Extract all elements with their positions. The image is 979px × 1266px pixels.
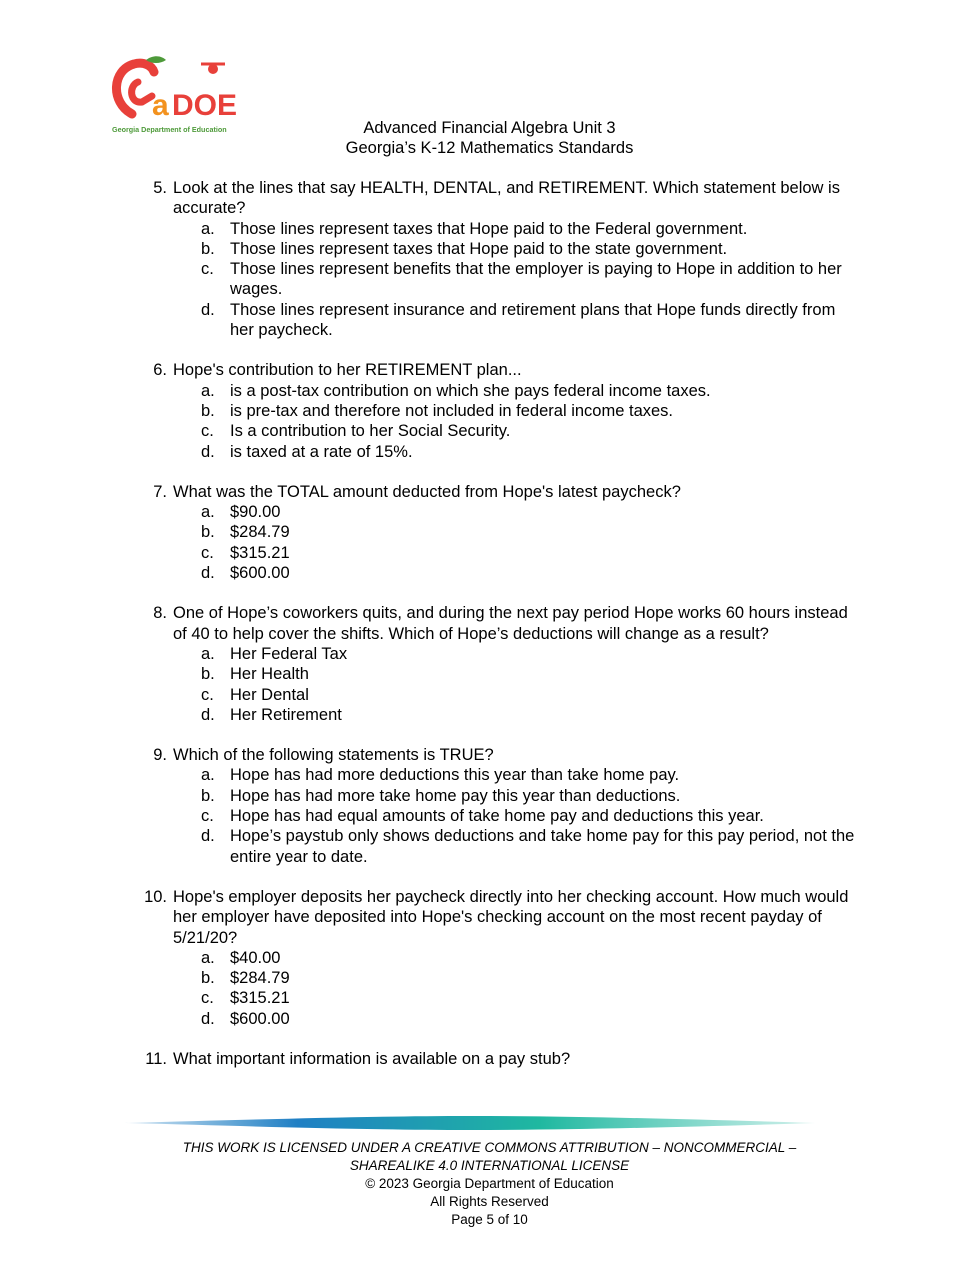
option-letter: c. — [201, 807, 214, 826]
option-letter: d. — [201, 1009, 215, 1028]
page-footer — [0, 1139, 979, 1229]
option-letter: b. — [201, 523, 215, 542]
question-text: What was the TOTAL amount deducted from Hope's latest paycheck? — [173, 482, 681, 501]
option-text: $600.00 — [230, 564, 290, 583]
answer-option — [173, 401, 860, 421]
question-text: Which of the following statements is TRUE? — [173, 746, 494, 765]
answer-option — [173, 806, 860, 826]
option-letter: b. — [201, 665, 215, 684]
answer-option — [173, 421, 860, 441]
option-text: Her Retirement — [230, 705, 342, 724]
license-line-1: THIS WORK IS LICENSED UNDER A CREATIVE COMMONS ATTRIBUTION – NONCOMMERCIAL – — [182, 1140, 797, 1155]
option-letter: b. — [201, 401, 215, 420]
answer-option — [173, 826, 860, 867]
question-item — [140, 745, 860, 867]
answer-option — [173, 765, 860, 785]
answer-option — [173, 381, 860, 401]
answer-option — [173, 786, 860, 806]
question-item — [140, 887, 860, 1029]
option-text: Her Health — [230, 665, 309, 684]
option-letter: a. — [201, 381, 215, 400]
option-text: is taxed at a rate of 15%. — [230, 442, 413, 461]
answer-option — [173, 522, 860, 542]
header-subtitle: Georgia’s K-12 Mathematics Standards — [345, 139, 634, 157]
svg-text:DOE: DOE — [172, 89, 238, 122]
answer-option — [173, 705, 860, 725]
option-text: $40.00 — [230, 948, 281, 967]
question-text: Hope's contribution to her RETIREMENT plan... — [173, 361, 522, 380]
option-text: Is a contribution to her Social Security. — [230, 422, 511, 441]
page-number: Page 5 of 10 — [451, 1212, 528, 1227]
footer-divider — [125, 1114, 815, 1132]
option-text: $284.79 — [230, 523, 290, 542]
option-letter: a. — [201, 503, 215, 522]
option-text: is pre-tax and therefore not included in federal income taxes. — [230, 401, 674, 420]
option-text: Those lines represent benefits that the employer is paying to Hope in addition to her wages. — [230, 260, 842, 299]
answer-option — [173, 442, 860, 462]
option-text: $600.00 — [230, 1009, 290, 1028]
option-letter: c. — [201, 685, 214, 704]
question-number: 8. — [153, 604, 167, 623]
answer-options — [173, 502, 860, 583]
question-text: Hope's employer deposits her paycheck directly into her checking account. How much would her employer have deposited into Hope's checking account on the most recent payday of 5/21/20? — [173, 887, 849, 947]
option-text: Hope’s paystub only shows deductions and take home pay for this pay period, not the entire year to date. — [230, 827, 855, 866]
question-number: 5. — [153, 179, 167, 197]
option-text: Those lines represent taxes that Hope paid to the state government. — [230, 239, 728, 258]
option-text: Those lines represent taxes that Hope paid to the Federal government. — [230, 219, 748, 238]
answer-option — [173, 685, 860, 705]
option-letter: a. — [201, 219, 215, 238]
answer-options — [173, 644, 860, 725]
question-number: 6. — [153, 361, 167, 380]
answer-option — [173, 968, 860, 988]
option-text: is a post-tax contribution on which she pays federal income taxes. — [230, 381, 711, 400]
option-letter: d. — [201, 442, 215, 461]
option-letter: a. — [201, 948, 215, 967]
answer-option — [173, 563, 860, 583]
header-title: Advanced Financial Algebra Unit 3 — [363, 119, 616, 137]
answer-option — [173, 644, 860, 664]
option-letter: b. — [201, 969, 215, 988]
question-number: 10. — [144, 887, 167, 906]
answer-option — [173, 1009, 860, 1029]
option-text: Her Dental — [230, 685, 309, 704]
question-text: One of Hope’s coworkers quits, and during the next pay period Hope works 60 hours instead of 40 to help cover the shifts. Which of Hope’s deductions will change as a result? — [173, 604, 848, 643]
option-letter: d. — [201, 564, 215, 583]
option-text: $284.79 — [230, 969, 290, 988]
answer-options — [173, 765, 860, 866]
answer-option — [173, 543, 860, 563]
question-number: 9. — [153, 746, 167, 765]
question-item — [140, 360, 860, 461]
question-list — [140, 178, 860, 1089]
license-line-2: SHAREALIKE 4.0 INTERNATIONAL LICENSE — [349, 1158, 630, 1173]
answer-options — [173, 219, 860, 341]
option-letter: c. — [201, 989, 214, 1008]
option-letter: b. — [201, 239, 215, 258]
answer-option — [173, 239, 860, 259]
answer-option — [173, 219, 860, 239]
option-letter: a. — [201, 766, 215, 785]
question-text: What important information is available on a pay stub? — [173, 1049, 571, 1068]
option-text: $315.21 — [230, 989, 290, 1008]
option-letter: d. — [201, 300, 215, 319]
option-letter: b. — [201, 786, 215, 805]
question-item — [140, 178, 860, 340]
option-text: Hope has had equal amounts of take home pay and deductions this year. — [230, 807, 764, 826]
answer-option — [173, 502, 860, 522]
question-text: Look at the lines that say HEALTH, DENTAL, and RETIREMENT. Which statement below is accurate? — [173, 179, 840, 218]
option-text: Hope has had more deductions this year than take home pay. — [230, 766, 680, 785]
question-item — [140, 603, 860, 725]
answer-option — [173, 988, 860, 1008]
page-header — [0, 118, 979, 158]
answer-option — [173, 664, 860, 684]
answer-options — [173, 948, 860, 1029]
option-letter: c. — [201, 260, 214, 279]
option-text: $90.00 — [230, 503, 281, 522]
option-text: Her Federal Tax — [230, 644, 348, 663]
option-letter: d. — [201, 827, 215, 846]
question-item — [140, 482, 860, 583]
copyright: © 2023 Georgia Department of Education — [365, 1176, 614, 1191]
question-number: 11. — [145, 1049, 167, 1068]
answer-option — [173, 300, 860, 341]
answer-options — [173, 381, 860, 462]
question-item — [140, 1049, 860, 1069]
logo-caption: Georgia Department of Education — [112, 125, 227, 134]
option-letter: d. — [201, 705, 215, 724]
svg-text:a: a — [152, 89, 169, 122]
option-text: Those lines represent insurance and retirement plans that Hope funds directly from her paycheck. — [230, 300, 836, 340]
option-letter: c. — [201, 422, 214, 441]
rights-reserved: All Rights Reserved — [430, 1194, 549, 1209]
answer-option — [173, 948, 860, 968]
option-letter: a. — [201, 644, 215, 663]
answer-option — [173, 259, 860, 300]
option-text: $315.21 — [230, 543, 290, 562]
question-number: 7. — [153, 482, 167, 501]
option-text: Hope has had more take home pay this year than deductions. — [230, 786, 681, 805]
option-letter: c. — [201, 543, 214, 562]
